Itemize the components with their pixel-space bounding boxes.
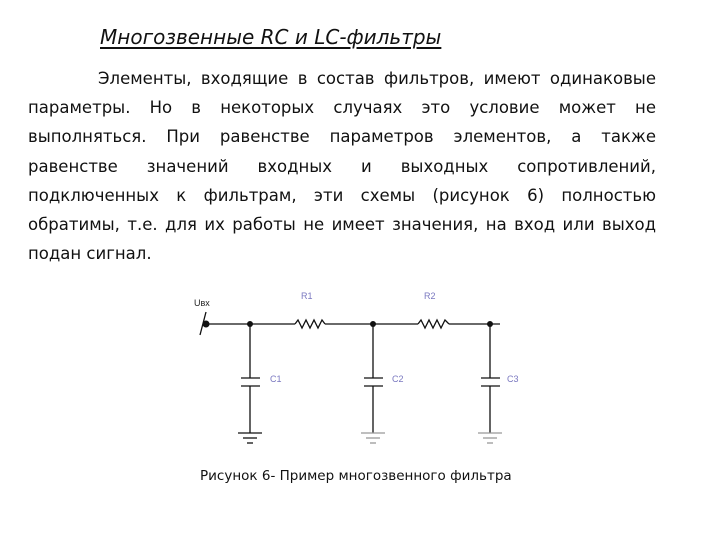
c1-label: C1 <box>270 374 282 384</box>
ground-1-icon <box>238 433 262 443</box>
capacitor-c3 <box>481 324 500 433</box>
c2-label: C2 <box>392 374 404 384</box>
resistor-r2 <box>418 320 449 328</box>
output-node <box>487 321 493 327</box>
resistor-r1 <box>295 320 325 328</box>
c3-label: C3 <box>507 374 519 384</box>
body-paragraph: Элементы, входящие в состав фильтров, имеют одинаковые параметры. Но в некоторых случаях это условие может не выполняться. При равенстве параметров элементов, а также равенстве значений входных и выходных сопротивлений, подключенных к фильтрам, эти схемы (рисунок 6) полностью обратимы, т.е. для их работы не имеет значения, на вход или выход подан сигнал. <box>28 69 656 264</box>
page-title: Многозвенные RC и LC-фильтры <box>100 25 442 49</box>
capacitor-c1 <box>241 324 260 433</box>
figure-caption: Рисунок 6- Пример многозвенного фильтра <box>200 468 512 484</box>
ground-3-icon <box>478 433 502 443</box>
r2-label: R2 <box>424 291 436 301</box>
capacitor-c2 <box>364 324 383 433</box>
junction-node <box>247 321 253 327</box>
input-label: Uвх <box>194 298 210 308</box>
input-node <box>203 321 210 328</box>
junction-node <box>370 321 376 327</box>
filter-circuit-diagram <box>180 285 540 455</box>
r1-label: R1 <box>301 291 313 301</box>
ground-2-icon <box>361 433 385 443</box>
